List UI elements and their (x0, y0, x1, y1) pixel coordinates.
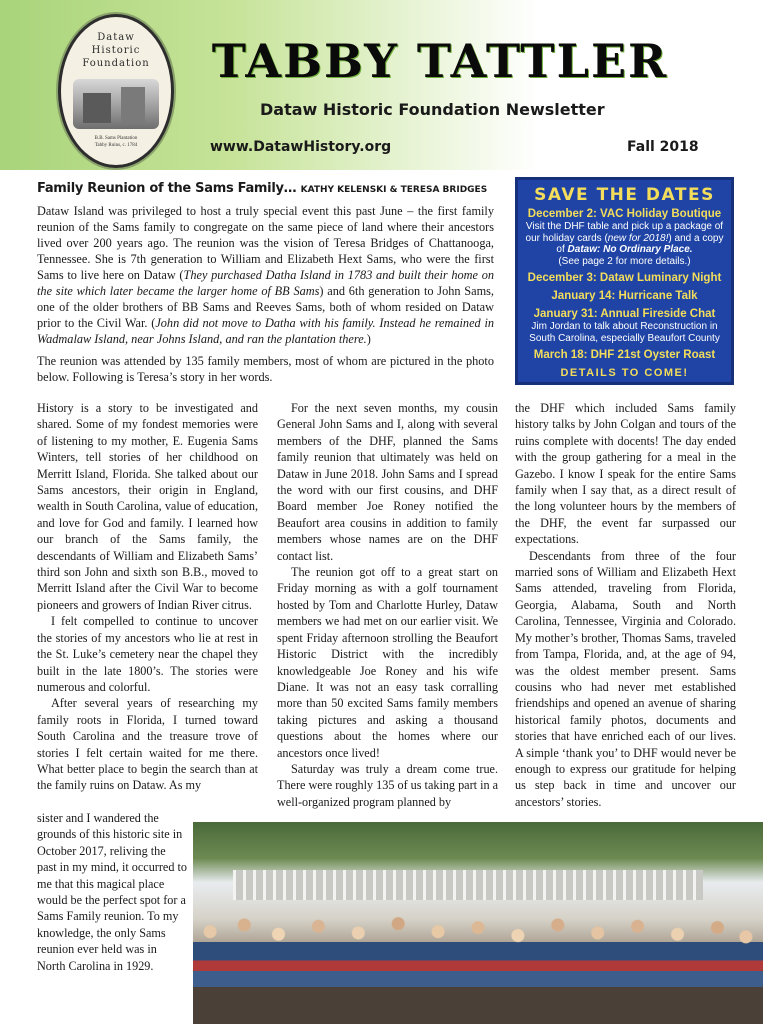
intro-paragraph-2: The reunion was attended by 135 family members, most of whom are pictured in the photo below. Following is Teresa’s story in her words. (37, 354, 494, 384)
event-oyster-roast: March 18: DHF 21st Oyster Roast (533, 349, 716, 361)
logo-caption: B.B. Sams Plantation Tabby Ruins, c. 1784 (94, 136, 138, 148)
column-paragraph: After several years of researching my family roots in Florida, I turned toward South Carolina and the treasure trove of stories I felt certain waited for me there. What better place to begin the search than at the family ruins on Dataw. As my (37, 696, 258, 793)
column-paragraph: the DHF which included Sams family history talks by John Colgan and tours of the ruins complete with docents! The day ended with the group gathering for a meal in the Gazebo. I know I speak for the entire Sams family when I say that, as a direct result of the long volunteer hours by the members of the DHF, the event far surpassed our expectations. (515, 401, 736, 547)
family-reunion-photo (193, 822, 763, 1024)
column-paragraph: Saturday was truly a dream come true. There were roughly 135 of us taking part in a well-organized program planned by (277, 761, 498, 809)
article-column-2 (277, 400, 498, 810)
event-vac-boutique: December 2: VAC Holiday Boutique (527, 208, 722, 220)
event-fireside-details: Jim Jordan to talk about Reconstruction in South Carolina, especially Beaufort County (529, 321, 720, 344)
column-paragraph: sister and I wandered the grounds of this historic site in October 2017, reliving the past in my mind, it occurred to me that this magical place would be the perfect spot for a Sams Family reunion. To my knowledge, the only Sams reunion ever held was in North Carolina in 1929. (37, 811, 187, 973)
article-column-1-continued (37, 810, 187, 974)
newsletter-subtitle: Dataw Historic Foundation Newsletter (260, 100, 605, 119)
photo-crowd (193, 892, 763, 1024)
save-the-dates-box (515, 177, 734, 385)
column-paragraph: Descendants from three of the four married sons of William and Elizabeth Hext Sams attended, traveling from Florida, Georgia, Alabama, South and North Carolina, Tennessee, Virginia and Colorado. My mother’s brother, Thomas Sams, traveled from Tampa, Florida, and, at the age of 94, was the oldest member present. Sams cousins who had never met established friendships and opened an avenue of sharing historical family photos, documents and stories that have enriched each of our lives. A simple ‘thank you’ to DHF would never be enough to express our gratitude for helping us step back in time and uncover our ancestors’ stories. (515, 548, 736, 809)
article-headline (37, 181, 507, 196)
column-paragraph: History is a story to be investigated and shared. Some of my fondest memories were of listening to my mother, E. Eugenia Sams Winters, tell stories of her childhood on Merritt Island, Florida. She talked about our Sams ancestors, their origin in England, wealth in South Carolina, value of education, and love for God and family. I learned how our branch of the Sams family, the descendants of William and Elizabeth Sams’ third son John and sixth son B.B., moved to Merritt Island after the Civil War to become pioneers and growers of Indian River citrus. (37, 401, 258, 612)
details-to-come: DETAILS TO COME! (560, 367, 689, 379)
event-vac-details: Visit the DHF table and pick up a package of our holiday cards (new for 2018!) and a copy of Dataw: No Ordinary Place. (See page 2 for more details.) (525, 221, 724, 267)
newsletter-title: TABBY TATTLER (211, 34, 669, 88)
article-byline: KATHY KELENSKI & TERESA BRIDGES (300, 185, 488, 195)
column-paragraph: For the next seven months, my cousin General John Sams and I, along with several members of the DHF, planned the Sams family reunion that ultimately was held on Dataw in June 2018. John Sams and I spread the word with our first cousins, and DHF Board member Joe Roney notified the Beaufort area cousins in addition to family members whose names are on the DHF contact list. (277, 401, 498, 563)
article-intro (37, 203, 494, 391)
issue-date: Fall 2018 (627, 139, 699, 155)
website-link[interactable]: www.DatawHistory.org (210, 139, 392, 155)
column-paragraph: The reunion got off to a great start on Friday morning as with a golf tournament hosted by Tom and Charlotte Hurley, Dataw members we had met on our earlier visit. We spent Friday afternoon strolling the Beaufort Historic District with the incredibly knowledgeable Joe Roney and his wife Diane. It was not an easy task corralling more than 50 excited Sams family members taking pictures and asking a thousand questions about the homes where our ancestors once lived! (277, 565, 498, 760)
intro-paragraph-1: Dataw Island was privileged to host a truly special event this past June – the first family reunion of the Sams family to congregate on the same piece of land where their ancestors lived over 200 years ago. The reunion was the vision of Teresa Bridges of Chattanooga, Tennessee. She is 7th generation to William and Elizabeth Hext Sams, who were the first Sams to live here on Dataw (They purchased Datha Island in 1783 and built their home on the site which later became the larger home of BB Sams) and 6th generation to John Sams, one of the older brothers of BB Sams and Reeves Sams, both of whom resided on Dataw prior to the Civil War. (John did not move to Datha with his family. Instead he remained in Wadmalaw Island, near Johns Island, and ran the plantation there.) (37, 204, 495, 346)
headline-text: Family Reunion of the Sams Family… (37, 181, 297, 196)
event-hurricane-talk: January 14: Hurricane Talk (551, 290, 698, 302)
event-luminary-night: December 3: Dataw Luminary Night (527, 272, 722, 284)
logo-title: Dataw Historic Foundation (82, 32, 150, 69)
article-column-3 (515, 400, 736, 810)
article-column-1 (37, 400, 258, 794)
logo-ruins-image (73, 79, 159, 129)
foundation-logo (58, 14, 174, 168)
save-dates-title: SAVE THE DATES (534, 185, 715, 205)
column-paragraph: I felt compelled to continue to uncover the stories of my ancestors who lie at rest in the St. Luke’s cemetery near the chapel they built in the late 1800’s. The stories were numerous and colorful. (37, 614, 258, 694)
event-fireside-chat: January 31: Annual Fireside Chat (533, 308, 716, 320)
